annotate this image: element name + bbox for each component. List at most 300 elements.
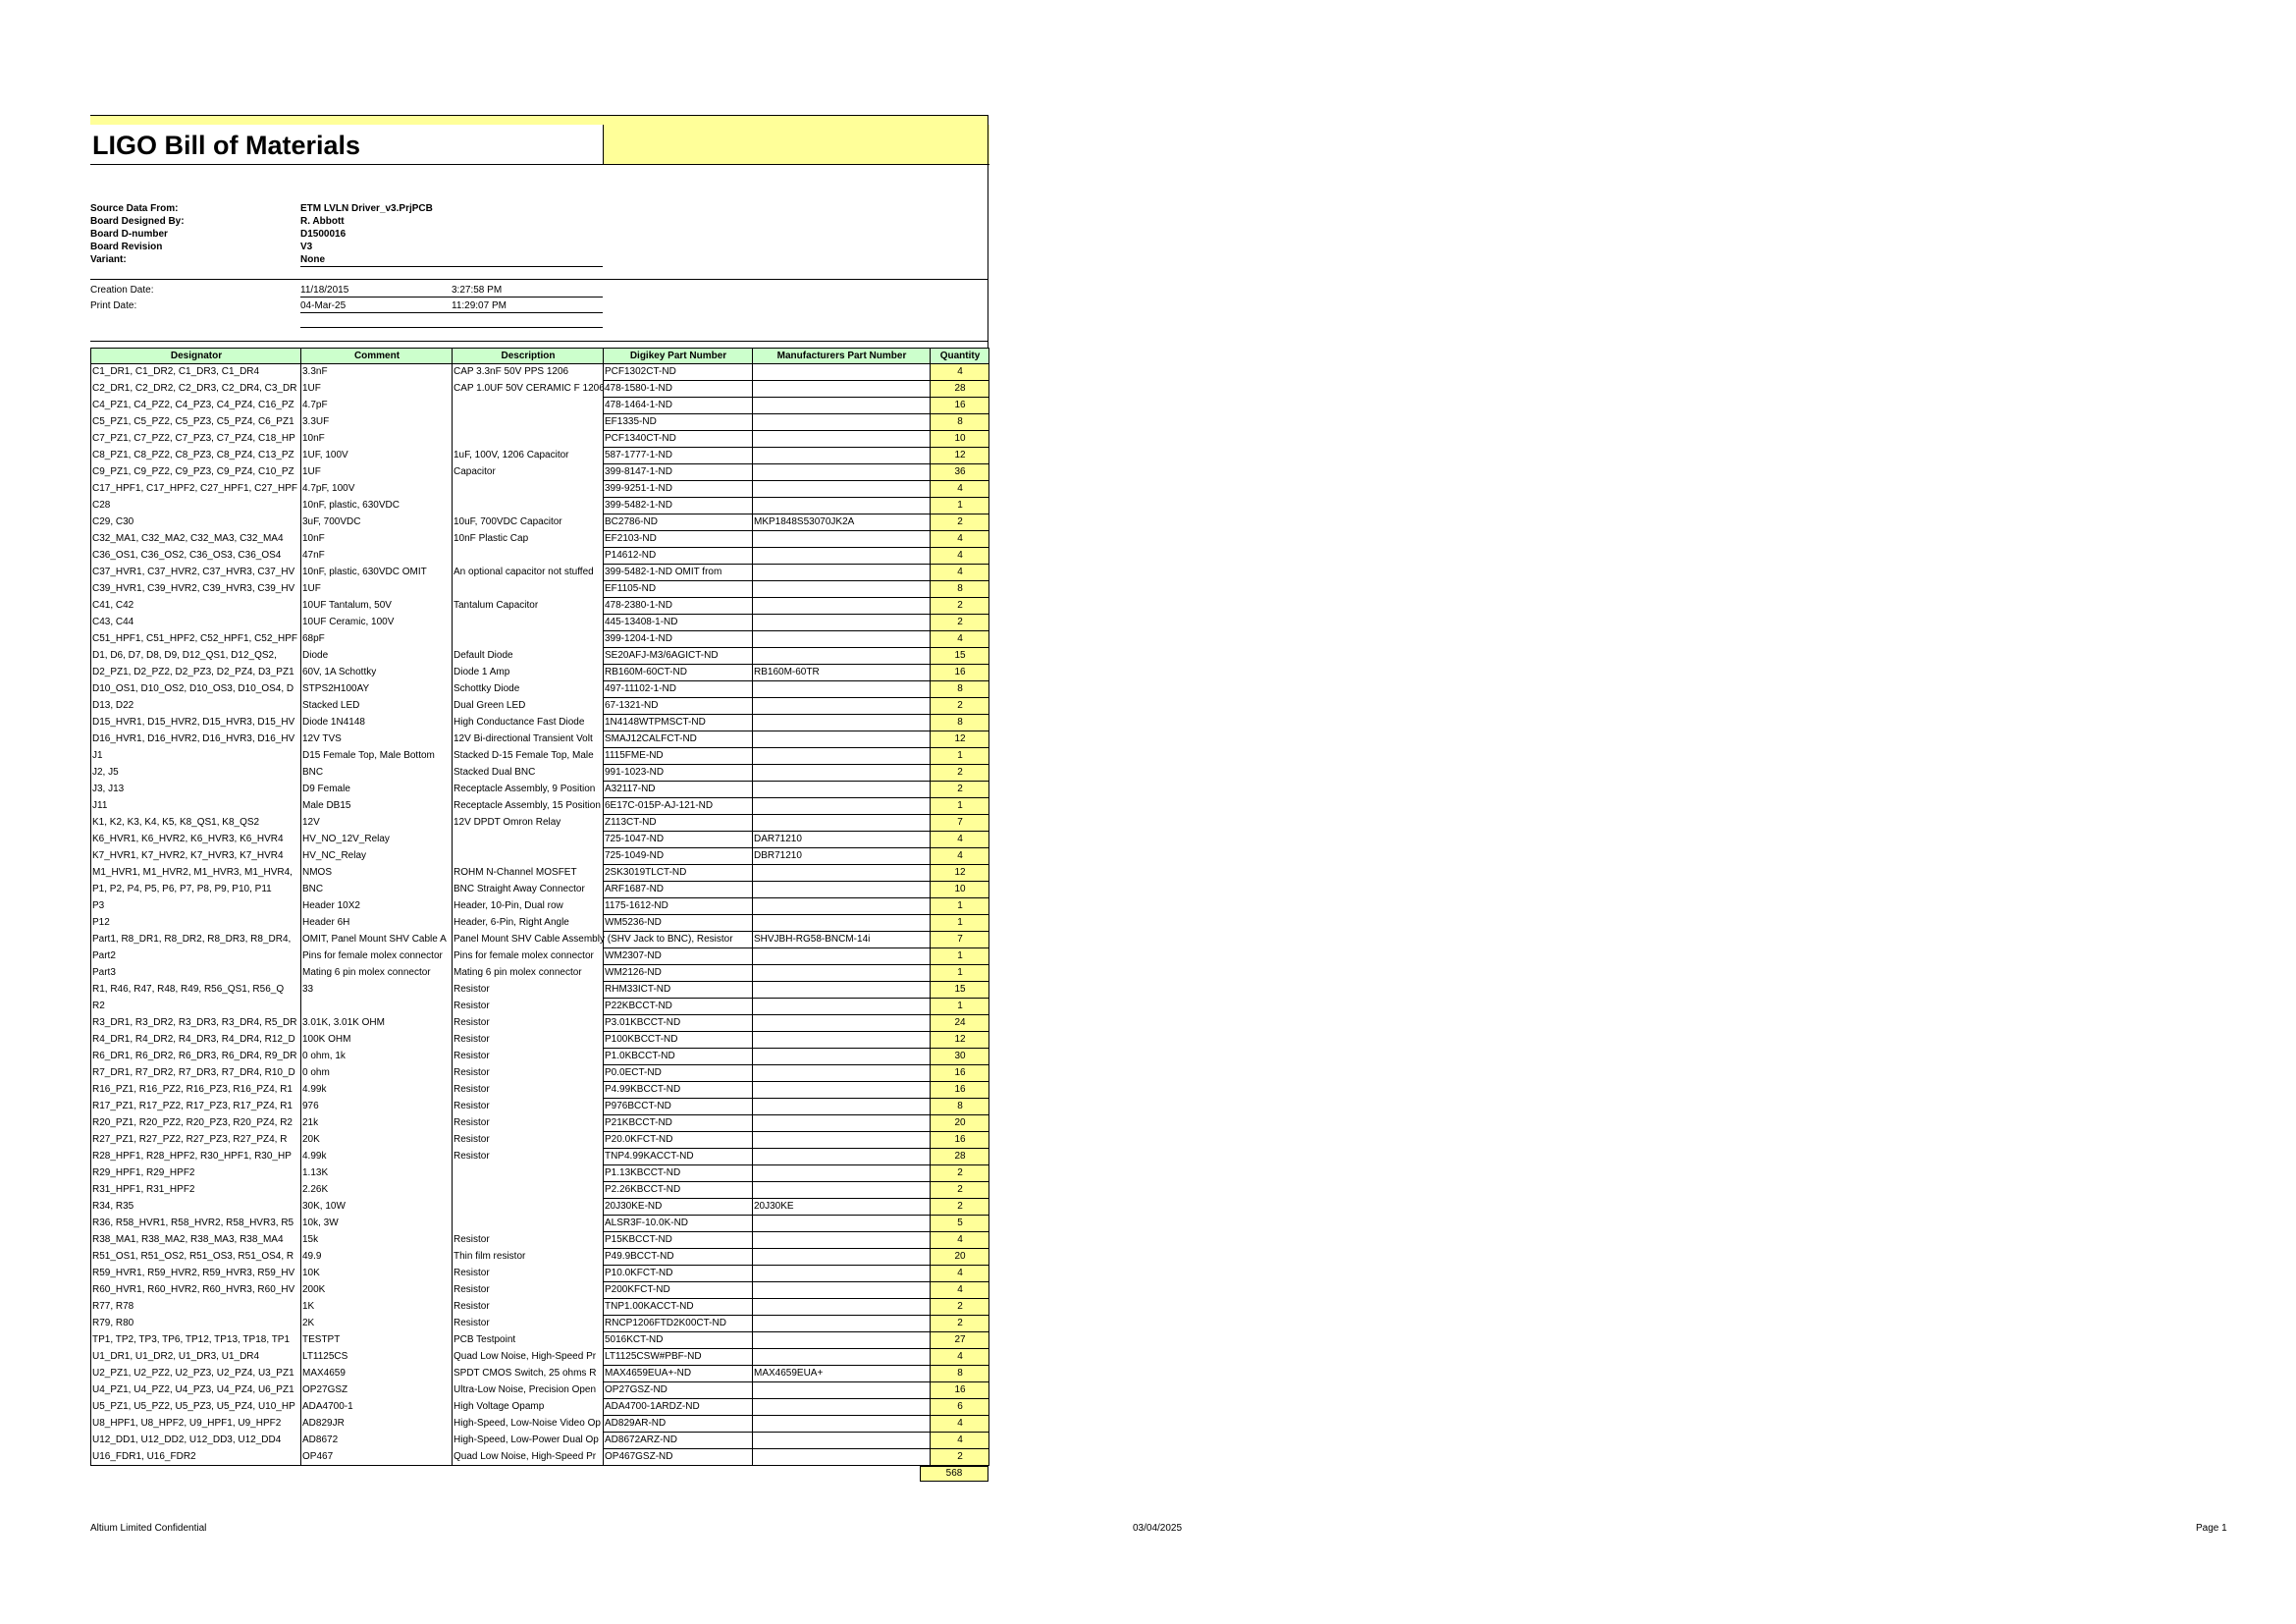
meta-label: Variant: [90,254,127,265]
cell-mfr [753,765,931,782]
cell-mfr [753,1065,931,1082]
cell-comment: AD8672 [301,1433,453,1449]
cell-description: Resistor [453,982,604,999]
table-row [91,882,989,898]
table-row [91,865,989,882]
cell-comment: 4.99k [301,1082,453,1099]
table-row [91,598,989,615]
meta-label: Board Revision [90,242,163,252]
meta-labels [90,202,185,266]
cell-designator: R29_HPF1, R29_HPF2 [91,1165,301,1182]
cell-comment: 100K OHM [301,1032,453,1049]
table-row [91,1115,989,1132]
cell-mfr [753,1249,931,1266]
cell-qty: 16 [931,1065,989,1082]
cell-qty: 2 [931,1182,989,1199]
cell-designator: R6_DR1, R6_DR2, R6_DR3, R6_DR4, R9_DR [91,1049,301,1065]
cell-description: Resistor [453,1232,604,1249]
cell-comment: 33 [301,982,453,999]
cell-comment: 10k, 3W [301,1216,453,1232]
cell-mfr [753,448,931,464]
cell-description: Pins for female molex connector [453,948,604,965]
cell-comment: 12V [301,815,453,832]
cell-comment: STPS2H100AY [301,681,453,698]
creation-underline [300,297,603,298]
cell-digikey: 725-1049-ND [604,848,753,865]
cell-designator: J1 [91,748,301,765]
cell-comment: 60V, 1A Schottky [301,665,453,681]
cell-mfr [753,865,931,882]
cell-comment: 1UF, 100V [301,448,453,464]
cell-comment: 10UF Tantalum, 50V [301,598,453,615]
table-row [91,431,989,448]
cell-comment: 976 [301,1099,453,1115]
cell-designator: K6_HVR1, K6_HVR2, K6_HVR3, K6_HVR4 [91,832,301,848]
cell-comment: D9 Female [301,782,453,798]
cell-description [453,631,604,648]
col-mfr-part: Manufacturers Part Number [753,349,931,364]
cell-qty: 8 [931,581,989,598]
cell-designator: C28 [91,498,301,514]
cell-digikey: SMAJ12CALFCT-ND [604,731,753,748]
cell-description: Receptacle Assembly, 15 Position [453,798,604,815]
cell-digikey: P1.0KBCCT-ND [604,1049,753,1065]
table-row [91,1282,989,1299]
cell-description: 10uF, 700VDC Capacitor [453,514,604,531]
table-row [91,665,989,681]
cell-description [453,1216,604,1232]
cell-digikey: 478-2380-1-ND [604,598,753,615]
cell-designator: J11 [91,798,301,815]
cell-comment [301,999,453,1015]
cell-comment: Mating 6 pin molex connector [301,965,453,982]
cell-designator: R34, R35 [91,1199,301,1216]
cell-designator: U12_DD1, U12_DD2, U12_DD3, U12_DD4 [91,1433,301,1449]
cell-description: Header, 10-Pin, Dual row [453,898,604,915]
cell-digikey: 587-1777-1-ND [604,448,753,464]
cell-mfr [753,1282,931,1299]
cell-mfr [753,1216,931,1232]
cell-description: CAP 3.3nF 50V PPS 1206 [453,364,604,381]
cell-description [453,1199,604,1216]
cell-qty: 4 [931,1266,989,1282]
cell-description: 10nF Plastic Cap [453,531,604,548]
cell-designator: D16_HVR1, D16_HVR2, D16_HVR3, D16_HV [91,731,301,748]
cell-qty: 16 [931,1132,989,1149]
cell-qty: 4 [931,531,989,548]
cell-mfr [753,681,931,698]
cell-mfr [753,782,931,798]
cell-digikey: P49.9BCCT-ND [604,1249,753,1266]
cell-mfr: RB160M-60TR [753,665,931,681]
cell-qty: 4 [931,631,989,648]
cell-qty: 12 [931,731,989,748]
table-row [91,1316,989,1332]
total-quantity: 568 [920,1466,988,1482]
cell-mfr [753,748,931,765]
cell-description [453,398,604,414]
cell-qty: 4 [931,848,989,865]
cell-digikey: AD8672ARZ-ND [604,1433,753,1449]
cell-designator: J3, J13 [91,782,301,798]
cell-qty: 6 [931,1399,989,1416]
cell-comment: 47nF [301,548,453,565]
cell-comment: 4.99k [301,1149,453,1165]
creation-time: 3:27:58 PM [452,285,503,296]
table-row [91,1249,989,1266]
header-band [90,116,988,125]
cell-digikey: ALSR3F-10.0K-ND [604,1216,753,1232]
cell-description: Capacitor [453,464,604,481]
cell-designator: U8_HPF1, U8_HPF2, U9_HPF1, U9_HPF2 [91,1416,301,1433]
cell-comment: D15 Female Top, Male Bottom [301,748,453,765]
table-row [91,932,989,948]
table-row [91,898,989,915]
cell-qty: 27 [931,1332,989,1349]
cell-digikey: 6E17C-015P-AJ-121-ND [604,798,753,815]
col-quantity: Quantity [931,349,989,364]
cell-comment: 3.3UF [301,414,453,431]
footer-confidential: Altium Limited Confidential [90,1523,207,1534]
cell-comment: 68pF [301,631,453,648]
cell-description: BNC Straight Away Connector [453,882,604,898]
cell-designator: Part1, R8_DR1, R8_DR2, R8_DR3, R8_DR4, [91,932,301,948]
cell-digikey: EF1335-ND [604,414,753,431]
cell-qty: 8 [931,1366,989,1382]
header-box [603,125,989,165]
cell-designator: C9_PZ1, C9_PZ2, C9_PZ3, C9_PZ4, C10_PZ [91,464,301,481]
cell-description: SPDT CMOS Switch, 25 ohms R [453,1366,604,1382]
cell-comment: 1K [301,1299,453,1316]
cell-designator: D2_PZ1, D2_PZ2, D2_PZ3, D2_PZ4, D3_PZ1 [91,665,301,681]
cell-digikey: P14612-ND [604,548,753,565]
cell-mfr [753,965,931,982]
cell-description: Resistor [453,1049,604,1065]
cell-mfr [753,1165,931,1182]
cell-mfr [753,1299,931,1316]
cell-comment: 20K [301,1132,453,1149]
table-row [91,1399,989,1416]
cell-description: 12V DPDT Omron Relay [453,815,604,832]
cell-mfr [753,648,931,665]
cell-mfr [753,1099,931,1115]
cell-designator: R4_DR1, R4_DR2, R4_DR3, R4_DR4, R12_D [91,1032,301,1049]
cell-digikey: RHM33ICT-ND [604,982,753,999]
table-row [91,581,989,598]
cell-digikey: 478-1464-1-ND [604,398,753,414]
table-row [91,1182,989,1199]
bom-table [90,348,989,1466]
cell-mfr [753,1332,931,1349]
cell-comment: BNC [301,765,453,782]
cell-mfr [753,1416,931,1433]
cell-digikey: P4.99KBCCT-ND [604,1082,753,1099]
cell-qty: 2 [931,1316,989,1332]
meta-values [300,202,433,266]
cell-comment: AD829JR [301,1416,453,1433]
table-row [91,498,989,514]
cell-designator: R36, R58_HVR1, R58_HVR2, R58_HVR3, R5 [91,1216,301,1232]
cell-digikey: OP467GSZ-ND [604,1449,753,1466]
table-row [91,1332,989,1349]
cell-comment: 200K [301,1282,453,1299]
table-row [91,1299,989,1316]
cell-designator: R59_HVR1, R59_HVR2, R59_HVR3, R59_HV [91,1266,301,1282]
cell-comment: Diode 1N4148 [301,715,453,731]
cell-description: Receptacle Assembly, 9 Position [453,782,604,798]
table-row [91,1266,989,1282]
cell-digikey: BC2786-ND [604,514,753,531]
table-row [91,615,989,631]
cell-digikey: EF1105-ND [604,581,753,598]
cell-designator: R3_DR1, R3_DR2, R3_DR3, R3_DR4, R5_DR [91,1015,301,1032]
cell-mfr [753,1182,931,1199]
cell-digikey: 399-5482-1-ND [604,498,753,514]
table-row [91,1032,989,1049]
cell-comment: 10nF [301,531,453,548]
cell-qty: 16 [931,398,989,414]
cell-designator: U5_PZ1, U5_PZ2, U5_PZ3, U5_PZ4, U10_HP [91,1399,301,1416]
table-row [91,748,989,765]
cell-qty: 30 [931,1049,989,1065]
cell-designator: C39_HVR1, C39_HVR2, C39_HVR3, C39_HV [91,581,301,598]
cell-description: Mating 6 pin molex connector [453,965,604,982]
table-row [91,1382,989,1399]
cell-qty: 16 [931,1382,989,1399]
cell-qty: 1 [931,498,989,514]
cell-mfr [753,1082,931,1099]
table-row [91,481,989,498]
cell-digikey: P22KBCCT-ND [604,999,753,1015]
table-row [91,1165,989,1182]
cell-digikey: 497-11102-1-ND [604,681,753,698]
cell-description [453,832,604,848]
table-row [91,731,989,748]
cell-digikey: P976BCCT-ND [604,1099,753,1115]
cell-comment: 3.3nF [301,364,453,381]
cell-comment: BNC [301,882,453,898]
cell-comment: TESTPT [301,1332,453,1349]
cell-designator: TP1, TP2, TP3, TP6, TP12, TP13, TP18, TP1 [91,1332,301,1349]
cell-qty: 8 [931,715,989,731]
cell-qty: 2 [931,1199,989,1216]
table-row [91,1065,989,1082]
table-row [91,398,989,414]
table-row [91,565,989,581]
cell-qty: 20 [931,1115,989,1132]
cell-designator: R51_OS1, R51_OS2, R51_OS3, R51_OS4, R [91,1249,301,1266]
table-row [91,1232,989,1249]
cell-mfr [753,1266,931,1282]
print-time: 11:29:07 PM [452,300,507,311]
cell-qty: 36 [931,464,989,481]
table-row [91,765,989,782]
cell-mfr [753,381,931,398]
cell-designator: R79, R80 [91,1316,301,1332]
cell-qty: 1 [931,898,989,915]
table-row [91,848,989,865]
cell-mfr [753,1433,931,1449]
meta-label: Source Data From: [90,203,179,214]
table-row [91,1049,989,1065]
title-divider [90,164,603,165]
cell-digikey: 1175-1612-ND [604,898,753,915]
table-row [91,1366,989,1382]
cell-digikey: P10.0KFCT-ND [604,1266,753,1282]
cell-description: High Voltage Opamp [453,1399,604,1416]
print-label: Print Date: [90,300,137,311]
cell-description [453,848,604,865]
cell-designator: C7_PZ1, C7_PZ2, C7_PZ3, C7_PZ4, C18_HP [91,431,301,448]
cell-comment: LT1125CS [301,1349,453,1366]
table-row [91,514,989,531]
cell-designator: C36_OS1, C36_OS2, C36_OS3, C36_OS4 [91,548,301,565]
table-row [91,1149,989,1165]
cell-mfr [753,1399,931,1416]
cell-designator: J2, J5 [91,765,301,782]
cell-digikey: P3.01KBCCT-ND [604,1015,753,1032]
cell-designator: P3 [91,898,301,915]
cell-description [453,581,604,598]
cell-mfr [753,431,931,448]
cell-mfr [753,999,931,1015]
cell-mfr: DAR71210 [753,832,931,848]
cell-digikey: LT1125CSW#PBF-ND [604,1349,753,1366]
cell-mfr [753,531,931,548]
cell-mfr [753,1382,931,1399]
cell-mfr: SHVJBH-RG58-BNCM-14i [753,932,931,948]
cell-comment: 21k [301,1115,453,1132]
cell-qty: 4 [931,1416,989,1433]
cell-digikey: P1.13KBCCT-ND [604,1165,753,1182]
table-row [91,1015,989,1032]
table-row [91,815,989,832]
cell-comment: Diode [301,648,453,665]
cell-description [453,1182,604,1199]
cell-description: An optional capacitor not stuffed [453,565,604,581]
cell-digikey: WM2126-ND [604,965,753,982]
cell-description [453,1165,604,1182]
cell-description: Resistor [453,1266,604,1282]
cell-comment: 2.26K [301,1182,453,1199]
blank-underline [300,327,603,328]
cell-mfr [753,1316,931,1332]
cell-comment: 0 ohm, 1k [301,1049,453,1065]
cell-designator: U2_PZ1, U2_PZ2, U2_PZ3, U2_PZ4, U3_PZ1 [91,1366,301,1382]
cell-digikey: PCF1302CT-ND [604,364,753,381]
cell-description: Dual Green LED [453,698,604,715]
cell-qty: 4 [931,1433,989,1449]
cell-digikey: P100KBCCT-ND [604,1032,753,1049]
table-top-divider [90,341,988,342]
cell-description: Default Diode [453,648,604,665]
cell-comment: HV_NC_Relay [301,848,453,865]
cell-digikey: SE20AFJ-M3/6AGICT-ND [604,648,753,665]
cell-qty: 8 [931,414,989,431]
cell-mfr: 20J30KE [753,1199,931,1216]
cell-designator: K7_HVR1, K7_HVR2, K7_HVR3, K7_HVR4 [91,848,301,865]
cell-qty: 7 [931,932,989,948]
cell-qty: 2 [931,765,989,782]
table-row [91,999,989,1015]
cell-description: Tantalum Capacitor [453,598,604,615]
cell-digikey: 20J30KE-ND [604,1199,753,1216]
cell-mfr [753,414,931,431]
designer-value: R. Abbott [300,216,345,227]
cell-comment: 49.9 [301,1249,453,1266]
table-row [91,531,989,548]
cell-description: Panel Mount SHV Cable Assembly (SHV Jack to BNC), Resistor [453,932,604,948]
cell-qty: 4 [931,481,989,498]
cell-designator: C1_DR1, C1_DR2, C1_DR3, C1_DR4 [91,364,301,381]
page-title: LIGO Bill of Materials [92,131,361,160]
cell-description: 1uF, 100V, 1206 Capacitor [453,448,604,464]
cell-mfr [753,1049,931,1065]
cell-comment: 4.7pF [301,398,453,414]
cell-qty: 2 [931,514,989,531]
cell-digikey: TNP4.99KACCT-ND [604,1149,753,1165]
cell-qty: 15 [931,982,989,999]
cell-designator: P12 [91,915,301,932]
cell-digikey: 991-1023-ND [604,765,753,782]
cell-description: Thin film resistor [453,1249,604,1266]
cell-description: Quad Low Noise, High-Speed Pr [453,1349,604,1366]
cell-designator: R17_PZ1, R17_PZ2, R17_PZ3, R17_PZ4, R1 [91,1099,301,1115]
cell-comment: 10nF, plastic, 630VDC OMIT [301,565,453,581]
cell-designator: C29, C30 [91,514,301,531]
cell-comment: OP27GSZ [301,1382,453,1399]
cell-description: Resistor [453,1099,604,1115]
cell-qty: 10 [931,431,989,448]
col-digikey: Digikey Part Number [604,349,753,364]
cell-comment: 3uF, 700VDC [301,514,453,531]
bom-body [91,364,989,1466]
table-row [91,448,989,464]
cell-designator: U16_FDR1, U16_FDR2 [91,1449,301,1466]
cell-qty: 4 [931,832,989,848]
cell-designator: C37_HVR1, C37_HVR2, C37_HVR3, C37_HV [91,565,301,581]
table-row [91,1433,989,1449]
cell-qty: 4 [931,1282,989,1299]
cell-mfr: DBR71210 [753,848,931,865]
table-row [91,1082,989,1099]
cell-mfr [753,982,931,999]
cell-designator: M1_HVR1, M1_HVR2, M1_HVR3, M1_HVR4, [91,865,301,882]
cell-description: Header, 6-Pin, Right Angle [453,915,604,932]
cell-designator: C41, C42 [91,598,301,615]
cell-digikey: AD829AR-ND [604,1416,753,1433]
cell-comment: 10UF Ceramic, 100V [301,615,453,631]
cell-mfr [753,498,931,514]
cell-mfr [753,1132,931,1149]
cell-comment: OP467 [301,1449,453,1466]
table-row [91,631,989,648]
cell-comment: 10nF, plastic, 630VDC [301,498,453,514]
table-row [91,1416,989,1433]
table-row [91,1216,989,1232]
cell-digikey: P2.26KBCCT-ND [604,1182,753,1199]
cell-description: Resistor [453,1015,604,1032]
cell-digikey: 1N4148WTPMSCT-ND [604,715,753,731]
cell-digikey: 725-1047-ND [604,832,753,848]
cell-qty: 4 [931,1232,989,1249]
cell-designator: R38_MA1, R38_MA2, R38_MA3, R38_MA4 [91,1232,301,1249]
cell-mfr [753,581,931,598]
cell-designator: C2_DR1, C2_DR2, C2_DR3, C2_DR4, C3_DR [91,381,301,398]
cell-digikey: P21KBCCT-ND [604,1115,753,1132]
cell-mfr [753,565,931,581]
cell-qty: 7 [931,815,989,832]
